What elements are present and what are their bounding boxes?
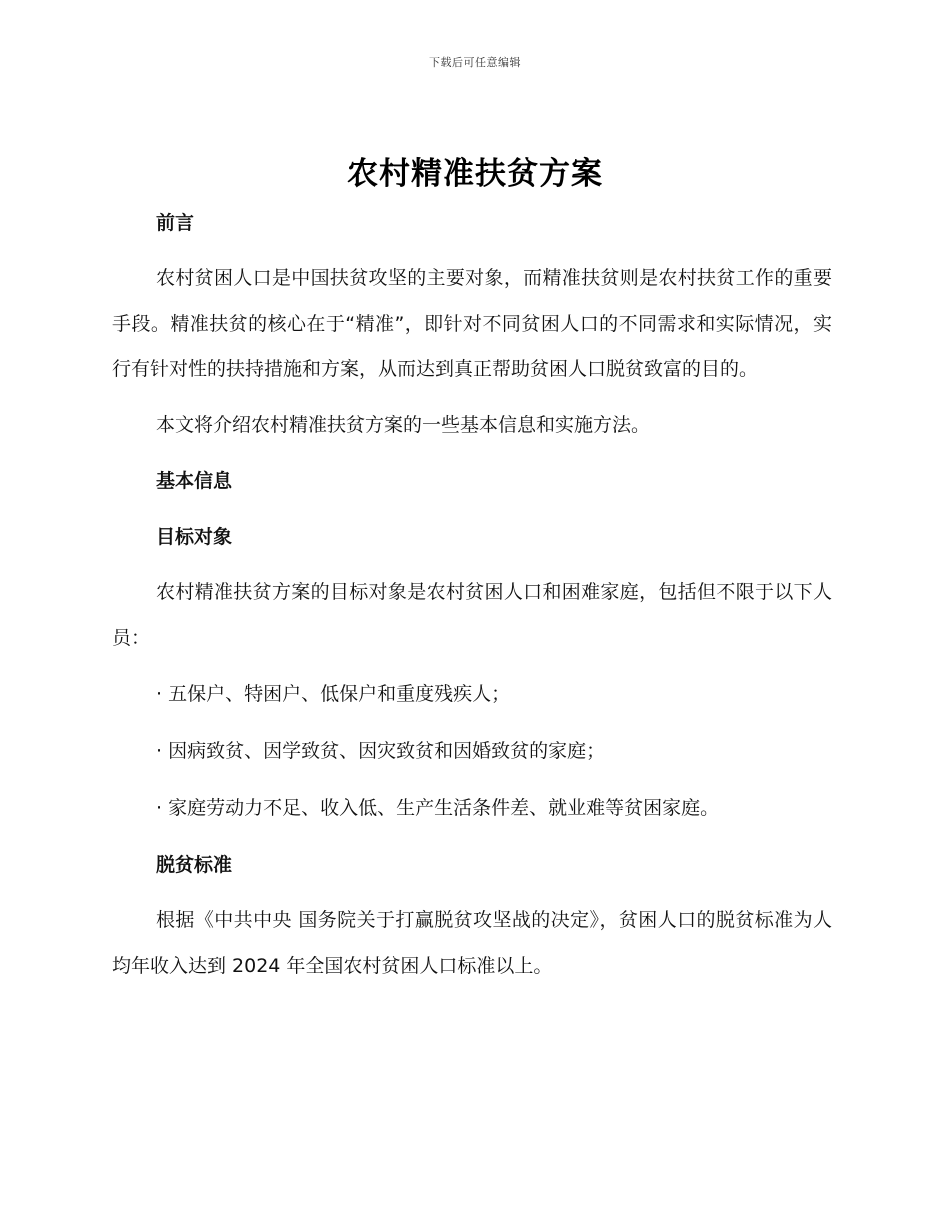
- section-heading-preface: 前言: [156, 212, 195, 234]
- section-heading-standard: 脱贫标准: [156, 854, 233, 876]
- target-bullet-3: · 家庭劳动力不足、收入低、生产生活条件差、就业难等贫困家庭。: [156, 797, 720, 819]
- header-note: 下载后可任意编辑: [429, 56, 521, 69]
- standard-paragraph: 根据《中共中央 国务院关于打赢脱贫攻坚战的决定》，贫困人口的脱贫标准为人均年收入达到 2024 年全国农村贫困人口标准以上。: [112, 909, 832, 977]
- section-heading-basic-info: 基本信息: [156, 470, 233, 492]
- section-heading-target: 目标对象: [156, 526, 233, 548]
- preface-paragraph-2: 本文将介绍农村精准扶贫方案的一些基本信息和实施方法。: [156, 413, 651, 436]
- target-bullet-1: · 五保户、特困户、低保户和重度残疾人；: [156, 683, 511, 705]
- document-body: [112, 200, 832, 999]
- document-title: 农村精准扶贫方案: [347, 156, 603, 192]
- target-paragraph: 农村精准扶贫方案的目标对象是农村贫困人口和困难家庭，包括但不限于以下人员：: [112, 581, 832, 649]
- target-bullet-2: · 因病致贫、因学致贫、因灾致贫和因婚致贫的家庭；: [156, 740, 606, 762]
- preface-paragraph-1: 农村贫困人口是中国扶贫攻坚的主要对象，而精准扶贫则是农村扶贫工作的重要手段。精准扶贫的核心在于“精准”，即针对不同贫困人口的不同需求和实际情况，实行有针对性的扶持措施和方案，从而达到真正帮助贫困人口脱贫致富的目的。: [112, 267, 832, 380]
